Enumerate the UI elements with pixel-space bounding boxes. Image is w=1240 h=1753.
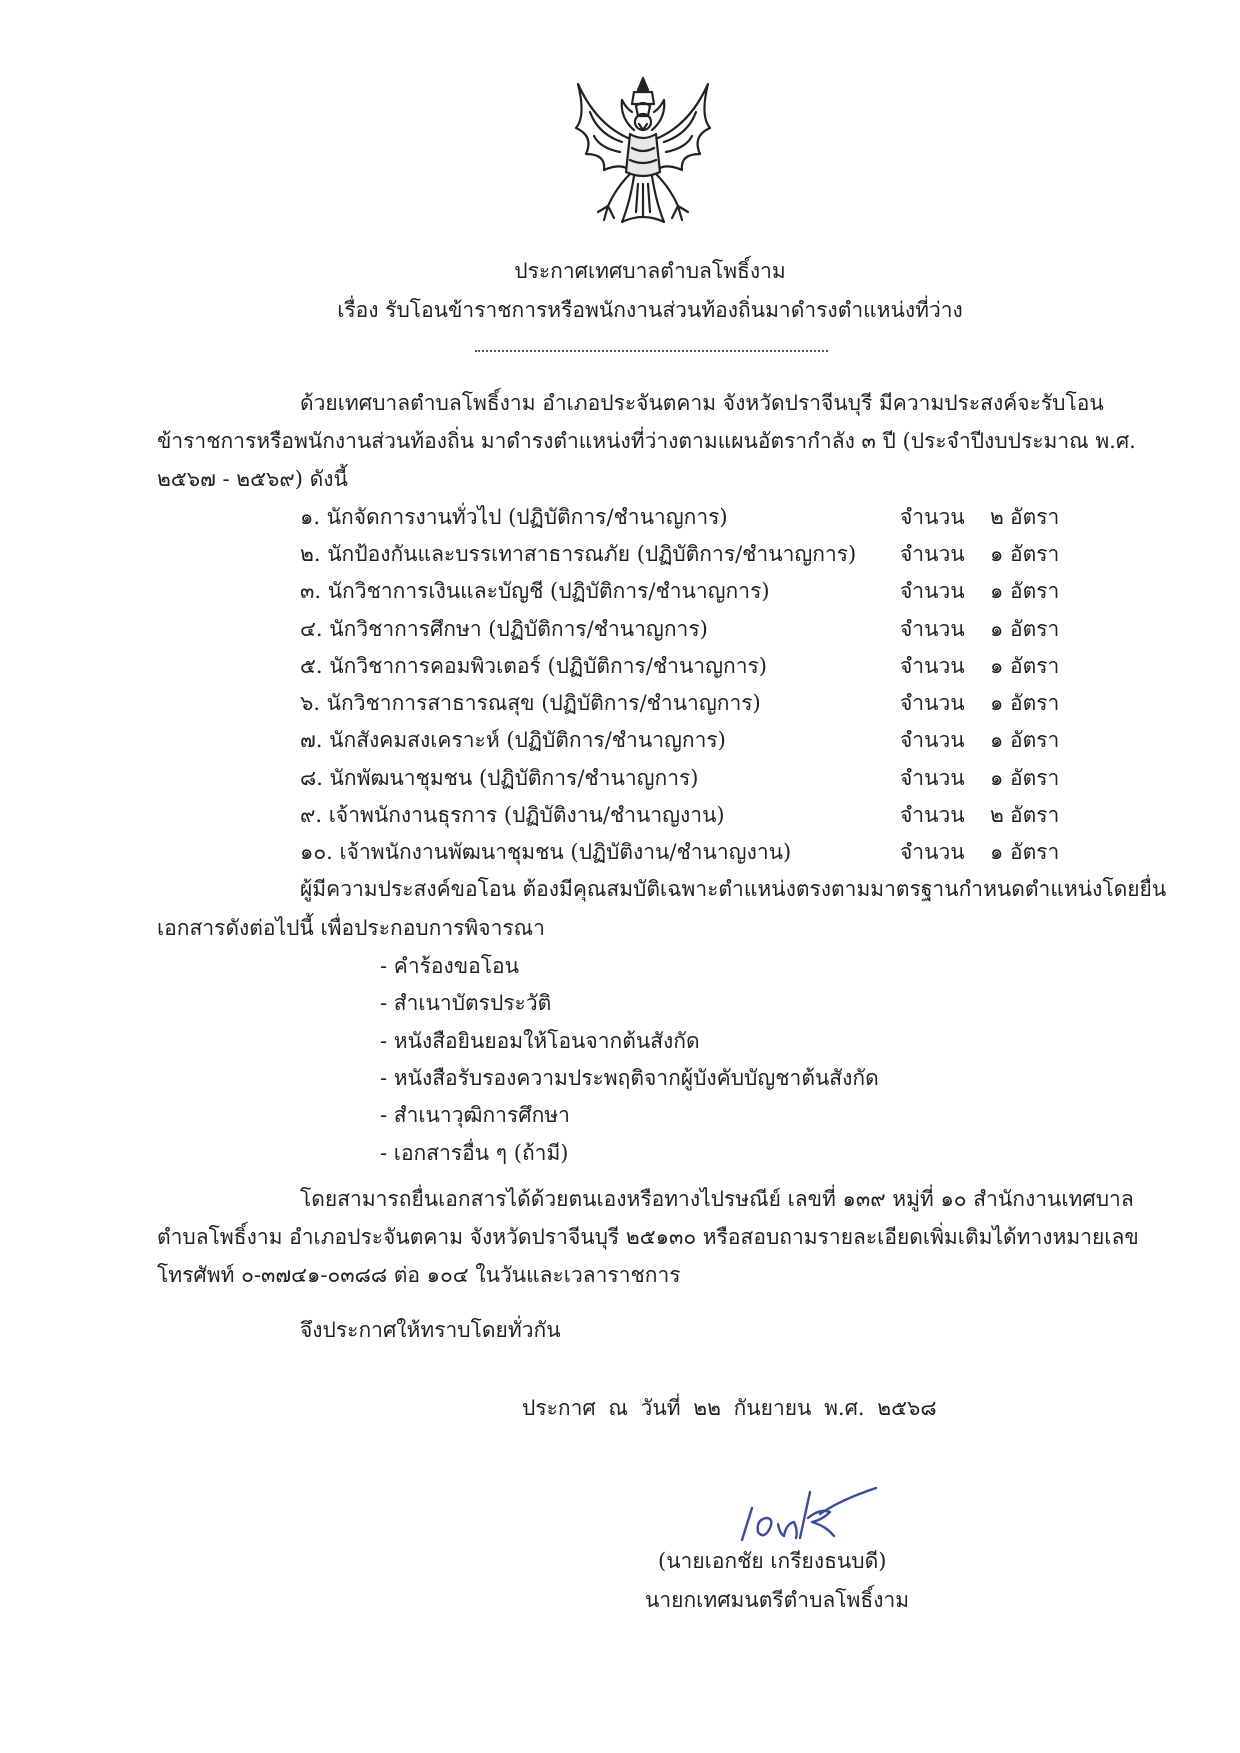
position-count-label: จำนวน — [900, 691, 965, 715]
position-count: ๑ — [990, 579, 1004, 603]
submission-line: ตำบลโพธิ์งาม อำเภอประจันตคาม จังหวัดปราจีนบุรี ๒๕๑๓๐ หรือสอบถามรายละเอียดเพิ่มเติมได้ทางหมายเลข — [157, 1225, 1139, 1249]
position-count-label: จำนวน — [900, 728, 965, 752]
position-count: ๑ — [990, 617, 1004, 641]
submission-line: โทรศัพท์ ๐-๓๗๔๑-๐๓๘๘ ต่อ ๑๐๔ ในวันและเวลาราชการ — [157, 1263, 681, 1287]
position-count: ๒ — [990, 803, 1004, 827]
position-unit: อัตรา — [1010, 728, 1060, 752]
document-item: - สำเนาบัตรประวัติ — [380, 991, 552, 1015]
position-name: ๒. นักป้องกันและบรรเทาสาธารณภัย (ปฏิบัติการ/ชำนาญการ) — [300, 542, 857, 566]
position-count-label: จำนวน — [900, 654, 965, 678]
position-count-label: จำนวน — [900, 840, 965, 864]
position-name: ๑๐. เจ้าพนักงานพัฒนาชุมชน (ปฏิบัติงาน/ชำนาญงาน) — [300, 840, 792, 864]
position-count-label: จำนวน — [900, 542, 965, 566]
document-item: - หนังสือยินยอมให้โอนจากต้นสังกัด — [380, 1029, 700, 1053]
position-name: ๔. นักวิชาการศึกษา (ปฏิบัติการ/ชำนาญการ) — [300, 617, 708, 641]
announcement-date: ประกาศ ณ วันที่ ๒๒ กันยายน พ.ศ. ๒๕๖๘ — [522, 1396, 937, 1420]
closing-statement: จึงประกาศให้ทราบโดยทั่วกัน — [300, 1318, 561, 1342]
position-name: ๗. นักสังคมสงเคราะห์ (ปฏิบัติการ/ชำนาญการ) — [300, 728, 726, 752]
position-count: ๑ — [990, 542, 1004, 566]
document-item: - คำร้องขอโอน — [380, 954, 519, 978]
intro-line: ด้วยเทศบาลตำบลโพธิ์งาม อำเภอประจันตคาม จังหวัดปราจีนบุรี มีความประสงค์จะรับโอน — [300, 391, 1104, 415]
signatory-title: นายกเทศมนตรีตำบลโพธิ์งาม — [645, 1588, 910, 1612]
requirements-line: เอกสารดังต่อไปนี้ เพื่อประกอบการพิจารณา — [157, 916, 545, 940]
position-unit: อัตรา — [1010, 505, 1060, 529]
position-count: ๑ — [990, 654, 1004, 678]
position-count: ๑ — [990, 766, 1004, 790]
position-unit: อัตรา — [1010, 654, 1060, 678]
position-count: ๑ — [990, 691, 1004, 715]
position-name: ๙. เจ้าพนักงานธุรการ (ปฏิบัติงาน/ชำนาญงาน) — [300, 803, 725, 827]
position-unit: อัตรา — [1010, 617, 1060, 641]
garuda-emblem-icon — [568, 72, 718, 242]
handwritten-signature — [730, 1478, 880, 1548]
position-name: ๑. นักจัดการงานทั่วไป (ปฏิบัติการ/ชำนาญการ) — [300, 505, 728, 529]
position-unit: อัตรา — [1010, 840, 1060, 864]
announcement-subject: เรื่อง รับโอนข้าราชการหรือพนักงานส่วนท้องถิ่นมาดำรงตำแหน่งที่ว่าง — [337, 298, 963, 322]
position-count: ๒ — [990, 505, 1004, 529]
announcement-title: ประกาศเทศบาลตำบลโพธิ์งาม — [514, 259, 786, 283]
position-name: ๓. นักวิชาการเงินและบัญชี (ปฏิบัติการ/ชำนาญการ) — [300, 579, 770, 603]
position-count-label: จำนวน — [900, 766, 965, 790]
position-unit: อัตรา — [1010, 766, 1060, 790]
submission-line: โดยสามารถยื่นเอกสารได้ด้วยตนเองหรือทางไปรษณีย์ เลขที่ ๑๓๙ หมู่ที่ ๑๐ สำนักงานเทศบาล — [300, 1187, 1134, 1211]
intro-line: ๒๕๖๗ - ๒๕๖๙) ดังนี้ — [157, 467, 348, 491]
position-count-label: จำนวน — [900, 505, 965, 529]
position-unit: อัตรา — [1010, 579, 1060, 603]
position-unit: อัตรา — [1010, 542, 1060, 566]
document-item: - เอกสารอื่น ๆ (ถ้ามี) — [380, 1141, 569, 1165]
document-item: - หนังสือรับรองความประพฤติจากผู้บังคับบัญชาต้นสังกัด — [380, 1066, 879, 1090]
dotted-divider — [475, 350, 828, 352]
requirements-line: ผู้มีความประสงค์ขอโอน ต้องมีคุณสมบัติเฉพาะตำแหน่งตรงตามมาตรฐานกำหนดตำแหน่งโดยยื่น — [300, 877, 1167, 901]
document-item: - สำเนาวุฒิการศึกษา — [380, 1103, 570, 1127]
position-unit: อัตรา — [1010, 803, 1060, 827]
position-count-label: จำนวน — [900, 803, 965, 827]
intro-line: ข้าราชการหรือพนักงานส่วนท้องถิ่น มาดำรงตำแหน่งที่ว่างตามแผนอัตรากำลัง ๓ ปี (ประจำปีงบประมาณ พ.ศ. — [157, 429, 1136, 453]
position-count: ๑ — [990, 840, 1004, 864]
position-name: ๘. นักพัฒนาชุมชน (ปฏิบัติการ/ชำนาญการ) — [300, 766, 699, 790]
position-count-label: จำนวน — [900, 579, 965, 603]
position-count-label: จำนวน — [900, 617, 965, 641]
position-count: ๑ — [990, 728, 1004, 752]
position-name: ๕. นักวิชาการคอมพิวเตอร์ (ปฏิบัติการ/ชำนาญการ) — [300, 654, 767, 678]
position-unit: อัตรา — [1010, 691, 1060, 715]
signatory-name: (นายเอกชัย เกรียงธนบดี) — [658, 1549, 887, 1573]
position-name: ๖. นักวิชาการสาธารณสุข (ปฏิบัติการ/ชำนาญการ) — [300, 691, 761, 715]
